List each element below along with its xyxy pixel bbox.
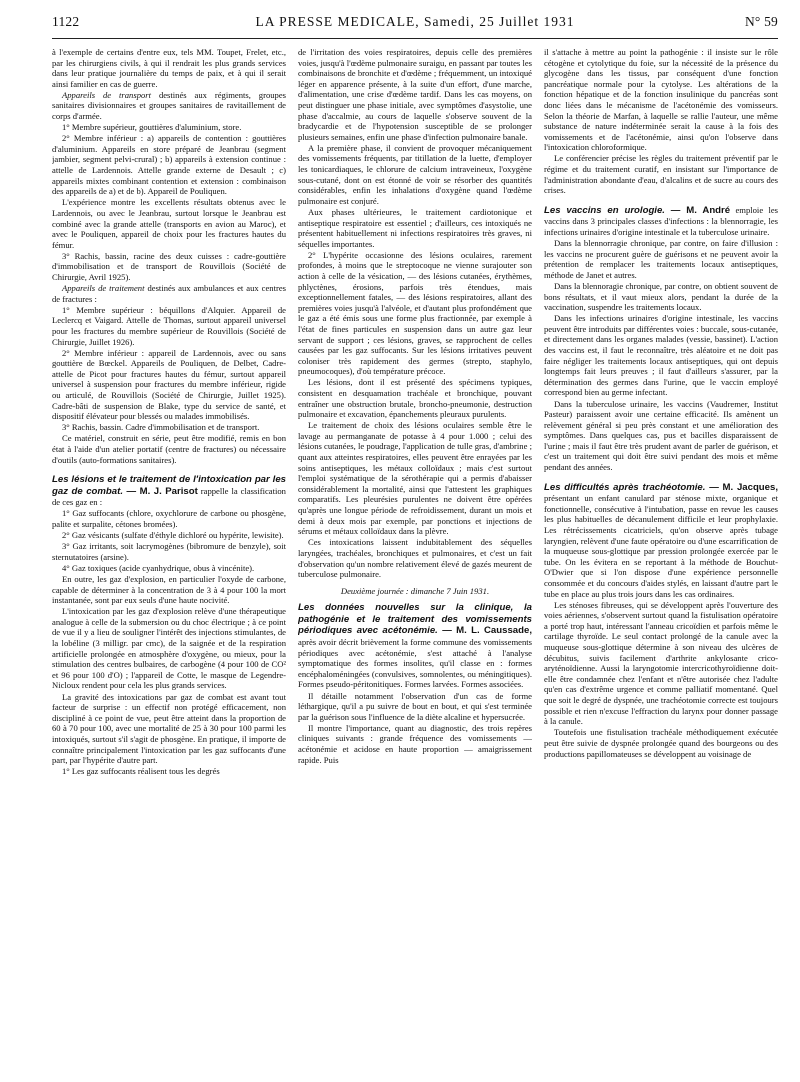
paragraph — [298, 537, 532, 579]
session-date: Deuxième journée : dimanche 7 Juin 1931. — [340, 585, 490, 596]
paragraph — [52, 563, 286, 574]
paragraph-text: destinés aux régiments, groupes sanitaires divisionnaires et groupes sanitaires de ravitaillement de corps d'armée. — [52, 89, 286, 122]
paragraph — [544, 47, 778, 153]
paragraph — [298, 47, 532, 142]
section-paragraph — [52, 474, 286, 508]
paragraph-text: 2° L'hypérite occasionne des lésions oculaires, rarement profondes, à moins que le streptocoque ne vienne surajouter son action à celle de la vésication, — des lésions cutanées, érythèmes, phlyctènes, érosions, parfois très étendues, mais exceptionnellement fatales, — des lésions respiratoires, allant des premières voies jusqu'à l'alvéole, et d'autant plus profondément que le gaz a été émis sous une forme plus fractionnée, par exemple à l'état de fines particules en suspension dans un autre gaz leur servant de support ; ces lésions, graves, se rapprochent de celles causées par les gaz suffocants. Sur les lésions irritatives peuvent coloniser très rapidement des germes (strepto, staphylo, pneumocoques), d'où température précoce. — [298, 249, 532, 377]
paragraph — [52, 541, 286, 562]
paragraph — [52, 197, 286, 250]
paragraph — [52, 348, 286, 422]
paragraph — [52, 433, 286, 465]
paragraph-text: Le conférencier précise les règles du traitement préventif par le régime et du traitement curatif, en insistant sur l'importance de l'administration abondante d'eau, d'alcalins et de sucre au cours des crises. — [544, 153, 778, 196]
header-rule — [52, 38, 778, 39]
paragraph-text: Ce matériel, construit en série, peut être modifié, remis en bon état à l'aide d'un atelier portatif (centre de fractures) ou nécessaire d'outils (auto-formations sanitaires). — [52, 433, 286, 465]
paragraph-text: 3° Rachis, bassin, racine des deux cuisses : cadre-gouttière d'immobilisation et de transport de Rouvillois (Société de Chirurgie, Avril 1925). — [52, 250, 286, 282]
paragraph — [52, 122, 286, 133]
author-name: — M. André — [664, 204, 731, 216]
paragraph — [298, 723, 532, 765]
paragraph-text: A la première phase, il convient de provoquer mécaniquement des vomissements fréquents, par titillation de la luette, d'employer les tonicardiaques, le chlorure de calcium intraveineux, l'oxygène sous-cutané, dont on est étonné de voir se résorber des quantités considérables, enfin les inhalations d'oxygène quand l'œdème pulmonaire est conjuré. — [298, 142, 532, 206]
journal-title: LA PRESSE MEDICALE, Samedi, 25 Juillet 1931 — [255, 14, 575, 29]
paragraph-text: Toutefois une fistulisation trachéale méthodiquement exécutée peut être suivie de dyspnée prolongée quand des bourgeons ou des productions papillomateuses se développent au voisinage de — [544, 727, 778, 759]
paragraph-text: La gravité des intoxications par gaz de combat est avant tout facteur de surprise : un effectif non protégé efficacement, non discipliné à ce point de vue, peut être atteint dans la proportion de 60 à 70 pour 100, avec une mortalité de 25 à 30 pour 100 parmi les intoxiqués, surtout s'il s'agit de phosgène. En pratique, il importe de connaître principalement l'intoxication par les gaz suffocants d'une part, par l'hypérite d'autre part. — [52, 691, 286, 766]
paragraph — [298, 420, 532, 537]
section-paragraph — [298, 602, 532, 690]
paragraph — [544, 281, 778, 313]
paragraph-text: Dans les infections urinaires d'origine intestinale, les vaccins peuvent être introduits par différentes voies : buccale, sous-cutanée, et directement dans les organes malades (vessie, bassinet). L'action des vaccins est, il faut le reconnaître, très aléatoire et ne doit pas faire négliger les traitements locaux antiseptiques, qui ont depuis longtemps fait leurs preuves ; il faut d'ailleurs s'assurer, par la détermination des germes dans l'urine, que le vaccin employé correspond bien au germe infectant. — [544, 313, 778, 398]
paragraph-text: L'expérience montre les excellents résultats obtenus avec le Lardennois, ou avec le Jeanbrau, surtout lorsque le Jeanbrau est combiné avec la grande attelle (transports en avion au Maroc), et avec le Pouliquen, appareil de choix pour les fractures hautes du fémur. — [52, 197, 286, 250]
paragraph — [52, 47, 286, 89]
paragraph-text: il s'attache à mettre au point la pathogénie : il insiste sur le rôle cétogène et cytolytique du foie, sur la nécessité de la présence du glycogène dans les tissus, par conséquent d'une fonction pancréatique normale pour la cytolyse. Les altérations de la fonction hépatique et de la fonction insulinique du pancréas sont donc liées dans le mécanisme de l'acétonémie des vomisseurs. Selon la théorie de Marfan, à laquelle se rallie l'auteur, une même substance de nature indéterminée serait la cause à la fois des vomissements et de l'acétonémie, ainsi qu'on l'observe dans l'intoxication chloroformique. — [544, 47, 778, 153]
paragraph — [52, 305, 286, 347]
section-title: Les difficultés après trachéotomie. — [544, 481, 706, 493]
section-title: Les données nouvelles sur la clinique, la pathogénie et le traitement des vomissements périodiques avec acétonémie. — [298, 602, 532, 637]
paragraph-text: En outre, les gaz d'explosion, en particulier l'oxyde de carbone, capable de déterminer à la concentration de 3 à 4 pour 100 la mort instantanée, sont par eux seuls d'une haute nocivité. — [52, 574, 286, 606]
paragraph-text: Aux phases ultérieures, le traitement cardiotonique et antiseptique respiratoire est essentiel ; d'ailleurs, ces intoxiqués ne présentent habituellement ni infections respiratoires très graves, ni séquelles importantes. — [298, 206, 532, 249]
author-name: — M. J. Parisot — [122, 485, 198, 497]
paragraph — [52, 422, 286, 433]
paragraph-text: 1° Membre supérieur, gouttières d'aluminium, store. — [62, 122, 242, 133]
paragraph-text: L'intoxication par les gaz d'explosion relève d'une thérapeutique analogue à celle de la submersion ou du choc électrique ; à ce point de vue il y a lieu de souligner l'intérêt des injections stimulantes, de la lobéline (3 milligr. par cmc), de la saignée et de la respiration artificielle prolongée en atmosphère d'oxygène, ou mieux, pour la stimulation des centres bulbaires, de carbogène (4 pour 100 de CO² et 96 pour 100 d'O) ; l'appareil de Cotte, le masque de Legendre-Nicloux rendent pour cela les plus grands services. — [52, 606, 286, 691]
issue-number: N° 59 — [744, 14, 778, 29]
paragraph-text: 2° Membre inférieur : appareil de Lardennois, avec ou sans gouttière de Bœckel. Appareils de Pouliquen, de Delbet, Cadre-attelle de Picot pour fractures hautes du fémur, surtout appareil universel à suspension pour fractures du membre inférieur, rigide ou articulé, de Rouvillois (Société de Chirurgie, Juillet 1925). Cadre-bâti de suspension de Blake, type du service de santé, et dispositif élévateur pour blessés ou malades immobilisés. — [52, 347, 286, 422]
paragraph-text: de l'irritation des voies respiratoires, depuis celle des premières voies, jusqu'à l'œdème pulmonaire suraigu, en passant par toutes les combinaisons de bronchite et d'œdème ; fréquemment, un intoxiqué léger en apparence présente, à la suite d'un effort, d'une marche, d'alimentation, une crise d'œdème tardif. Dans les cas moyens, on peut distinguer une phase initiale, avec symptômes d'asystolie, une phase d'accalmie, au cours de laquelle s'observe souvent de la bradycardie et de l'hypotension susceptible de se prolonger plusieurs semaines, enfin une phase d'infection pulmonaire banale. — [298, 47, 532, 142]
paragraph-text: après avoir décrit brièvement la forme commune des vomissements périodiques avec acétonémie, s'est attaché à l'analyse symptomatique des formes insolites, qu'il classe en : formes encéphaloméningées (convulsives, somnolentes, ou méningitiques). Formes pseudo-péritonitiques. Formes larvées. Formes associées. — [298, 637, 532, 690]
paragraph — [544, 600, 778, 727]
paragraph — [544, 153, 778, 195]
paragraph-text: 4° Gaz toxiques (acide cyanhydrique, obus à vincénite). — [62, 562, 255, 573]
paragraph-text: 1° Les gaz suffocants réalisent tous les degrés — [62, 766, 220, 777]
paragraph — [544, 238, 778, 280]
paragraph — [52, 508, 286, 529]
paragraph-text: Ces intoxications laissent indubitablement des séquelles laryngées, trachéales, bronchiques et pulmonaires, et c'est un fait d'observation qu'un nombre relativement élevé de gazés meurent de tuberculose pulmonaire. — [298, 537, 532, 580]
section-paragraph — [544, 482, 778, 600]
paragraph-text: 3° Rachis, bassin. Cadre d'immobilisation et de transport. — [62, 422, 260, 433]
paragraph-text: 1° Gaz suffocants (chlore, oxychlorure de carbone ou phosgène, palite et surpalite, cétones bromées). — [52, 508, 286, 530]
column-3 — [544, 47, 778, 1079]
lead-phrase: Appareils de traitement — [62, 283, 145, 294]
author-name: — M. L. Caussade, — [437, 625, 532, 637]
section-title: Les vaccins en urologie. — [544, 204, 665, 216]
paragraph — [544, 313, 778, 398]
paragraph-text: Dans la tuberculose urinaire, les vaccins (Vaudremer, Institut Pasteur) paraissent avoir une certaine efficacité. Ils amènent un relèvement général si peu près constant et une amélioration des symptômes. Dans quelques cas, pus et bacilles disparaissent de l'urine ; mais il faut être très prudent avant de parler de guérison, et c'est un traitement qui doit être suivi pendant des mois et même pendant des années. — [544, 398, 778, 473]
paragraph — [52, 574, 286, 606]
paragraph — [52, 530, 286, 541]
section-title: Les lésions et le traitement de l'intoxication par les gaz de combat. — [52, 474, 286, 497]
paragraph — [52, 283, 286, 304]
paragraph — [298, 377, 532, 419]
paragraph-text: Il détaille notamment l'observation d'un cas de forme léthargique, qu'il a pu suivre de bout en bout, et qui s'est terminée par la guérison sous l'influence de la diète alcaline et hypersucrée. — [298, 690, 532, 722]
paragraph — [298, 691, 532, 723]
paragraph-text: 1° Membre supérieur : béquillons d'Alquier. Appareil de Leclercq et Vaigard. Attelle de Thomas, surtout appareil universel pour les fractures du membre supérieur de Rouvillois (Société de Chirurgie, Juillet 1926). — [52, 304, 286, 347]
page-header — [52, 12, 778, 34]
column-2 — [298, 47, 532, 1079]
paragraph — [52, 90, 286, 122]
paragraph-text: 2° Membre inférieur : a) appareils de contention : gouttières d'aluminium. Appareils en store préparé de Jeanbrau (segment jambier, segment pelvi-crural) ; b) appareils à extension continue : attelle de Lardennois. Attelle grande externe de Desault ; c) appareils mixtes combinant contention et extension : combinaison des appareils de a) et de b). Appareil de Pouliquen. — [52, 133, 286, 197]
paragraph-text: destinés aux ambulances et aux centres de fractures : — [52, 283, 286, 304]
section-paragraph — [544, 205, 778, 238]
paragraph — [298, 250, 532, 377]
paragraph-text: emploie les vaccins dans 3 principales classes d'infections : la blennorragie, les infections urinaires d'origine intestinale et la tuberculose urinaire. — [544, 204, 778, 237]
article-columns — [52, 47, 778, 1079]
paragraph-text: Les lésions, dont il est présenté des spécimens typiques, consistent en desquamation trachéale et bronchique, pouvant entraîner une obstruction brutale, broncho-pneumonie, destruction pulmonaire et excavation, épanchements pleuraux purulents. — [298, 377, 532, 420]
paragraph-text: Les sténoses fibreuses, qui se développent après l'ouverture des voies aériennes, s'observent surtout quand la fistulisation opératoire a porté trop haut, intéressant l'anneau cricoïdien et parfois même le cartilage thyroïde. Le seul contact prolongé de la canule avec la muqueuse sous-glottique détermine à son niveau des ulcères de décubitus, suivis facilement d'arthrite ankylosante crico-aryténoïdienne. Aussi la laryngotomie intercricothyroïdienne doit-elle être condamnée chez l'enfant et n'être autorisée chez l'adulte qu'en cas d'extrême urgence et comme palliatif momentané. Quel que soit le degré de dyspnée, une trachéotomie correcte est toujours possible et rien n'excuse l'effraction du larynx pour donner passage à la canule. — [544, 599, 778, 727]
paragraph — [52, 251, 286, 283]
paragraph-text: Le traitement de choix des lésions oculaires semble être le lavage au permanganate de potasse à 4 pour 1.000 ; celui des lésions cutanées, le poudrage, l'application de tulle gras, d'ambrine ; quant aux atteintes respiratoires, elles peuvent être enrayées par les soins antiseptiques, les métaux colloïdaux ; mais c'est surtout l'emploi systématique de la sérothérapie qui a permis d'abaisser considérablement la mortalité, ainsi que l'attestent les graphiques comparatifs. Les pleurésies purulentes ne doivent être opérées qu'après une longue période de refroidissement, durant un mois et demi à deux mois par exemple, par ponctions et injections de sérums et métaux colloïdaux dans la plèvre. — [298, 420, 532, 537]
paragraph — [298, 207, 532, 249]
author-name: — M. Jacques, — [705, 481, 778, 493]
paragraph-text: Il montre l'importance, quant au diagnostic, des trois repères cliniques suivants : grande fréquence des vomissements — acétonémie et acidose en haute proportion — amaigrissement rapide. Puis — [298, 722, 532, 765]
paragraph — [298, 143, 532, 207]
paragraph-text: présentant un enfant canulard par sténose mixte, organique et fonctionnelle, consécutive à l'intubation, passe en revue les causes les plus habituelles de décanulement difficile et leur prophylaxie. Les rétrécissements cicatriciels, qu'on observe après tubage laryngien, relèvent d'une faute opératoire ou d'une escarrification de la muqueuse sous-glottique par pression prolongée exercée par le tube. On les évitera en se reportant à la méthode de Bouchut-O'Dwier que si l'on dispose d'une expérience personnelle consommée et du concours d'aides stylés, en laissant d'autre part le tube en place au plus trois jours dans les cas ordinaires. — [544, 493, 778, 599]
paragraph-text: 2° Gaz vésicants (sulfate d'éthyle dichloré ou hypérite, lewisite). — [62, 530, 284, 541]
paragraph — [52, 766, 286, 777]
page-number: 1122 — [52, 14, 80, 29]
paragraph-text: 3° Gaz irritants, soit lacrymogènes (bibromure de benzyle), soit sternutatoires (arsine). — [52, 541, 286, 562]
paragraph-text: Dans la blennorragie chronique, par contre, on faire d'illusion : les vaccins ne procurent guère de guérisons et ne peuvent avoir la prétention de remplacer les traitements locaux antiseptiques, méthode de Janet et autres. — [544, 238, 778, 280]
column-1 — [52, 47, 286, 1079]
lead-phrase: Appareils de transport — [62, 89, 152, 100]
paragraph-text: rappelle la classification de ces gaz en : — [52, 485, 286, 508]
paragraph — [52, 692, 286, 766]
paragraph — [544, 399, 778, 473]
paragraph — [52, 133, 286, 197]
paragraph-text: Dans la blennoragie chronique, par contre, on obtient souvent de bons résultats, et il vaut mieux alors, pendant la durée de la vaccination, suspendre les traitements locaux. — [544, 280, 778, 313]
paragraph-text: à l'exemple de certains d'entre eux, tels MM. Toupet, Frelet, etc., par les chirurgiens civils, à qui il rendrait les plus grands services dans leur pratique journalière du temps de paix, et à qui il serait ainsi familier en cas de guerre. — [52, 47, 286, 89]
paragraph — [544, 727, 778, 759]
paragraph — [52, 606, 286, 691]
